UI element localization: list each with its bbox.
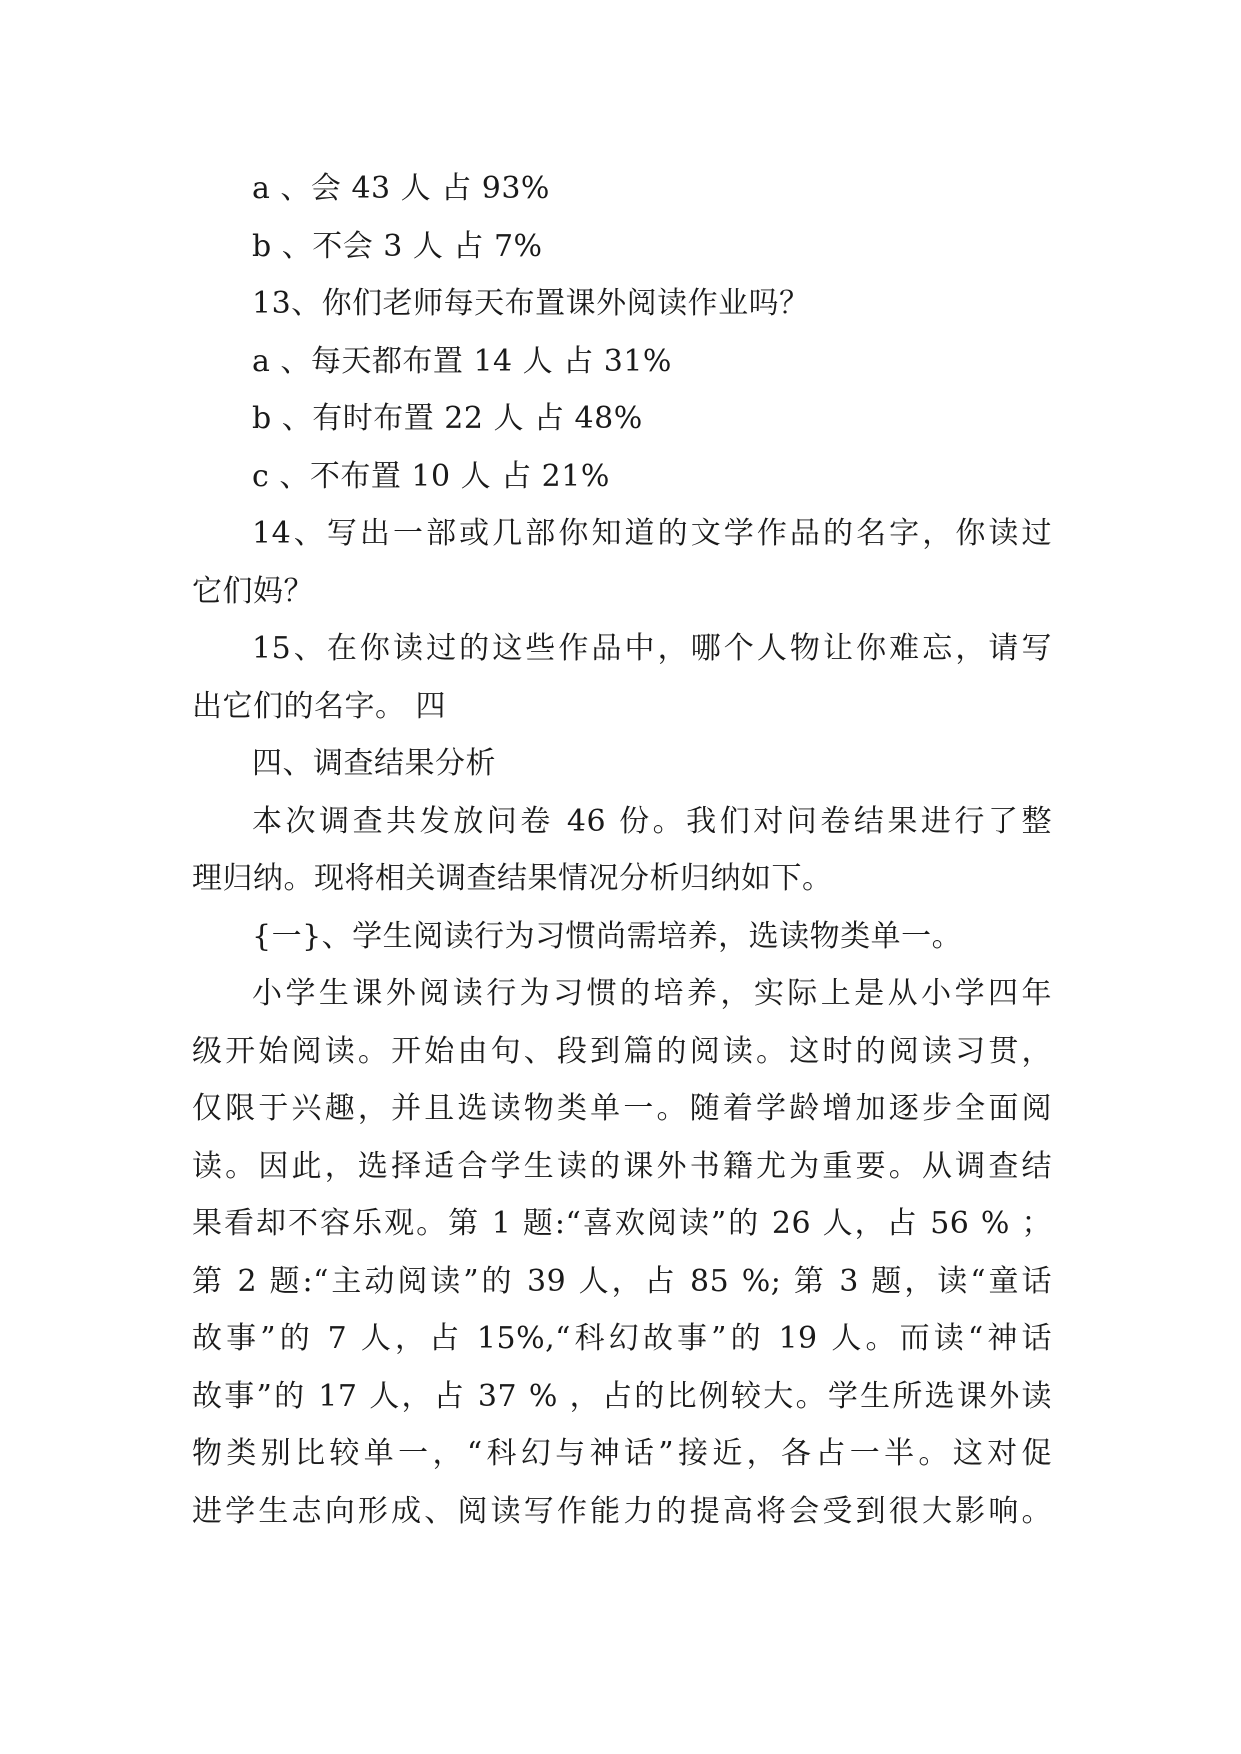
text-line: b 、不会 3 人 占 7% xyxy=(252,228,543,264)
text-line: 它们妈？ xyxy=(192,573,314,609)
text-line: 本次调查共发放问卷 46 份。我们对问卷结果进行了整 xyxy=(252,803,1052,839)
text-line: 出它们的名字。 四 xyxy=(192,688,447,724)
text-line: 读。因此，选择适合学生读的课外书籍尤为重要。从调查结 xyxy=(192,1148,1052,1184)
text-line: a 、每天都布置 14 人 占 31% xyxy=(252,343,672,379)
text-line: 进学生志向形成、阅读写作能力的提高将会受到很大影响。 xyxy=(192,1493,1052,1529)
text-line: 果看却不容乐观。第 1 题:“喜欢阅读”的 26 人，占 56 % ； xyxy=(192,1206,1052,1241)
text-line: 第 2 题:“主动阅读”的 39 人，占 85 %; 第 3 题，读“童话 xyxy=(192,1263,1052,1299)
text-line: a 、会 43 人 占 93% xyxy=(252,171,550,206)
text-line: 理归纳。现将相关调查结果情况分析归纳如下。 xyxy=(192,861,833,896)
text-line: 物类别比较单一，“科幻与神话”接近，各占一半。这对促 xyxy=(192,1436,1052,1471)
text-line: c 、不布置 10 人 占 21% xyxy=(252,458,610,494)
section-heading: 四、调查结果分析 xyxy=(252,746,496,781)
text-line: 小学生课外阅读行为习惯的培养，实际上是从小学四年 xyxy=(252,976,1052,1011)
text-line: 14、写出一部或几部你知道的文学作品的名字，你读过 xyxy=(252,516,1052,551)
document-body xyxy=(192,160,1052,1540)
text-line: 故事”的 7 人，占 15%,“科幻故事”的 19 人。而读“神话 xyxy=(192,1321,1052,1356)
text-line: b 、有时布置 22 人 占 48% xyxy=(252,401,643,436)
text-line: 级开始阅读。开始由句、段到篇的阅读。这时的阅读习贯， xyxy=(192,1033,1052,1069)
text-line: 13、你们老师每天布置课外阅读作业吗？ xyxy=(252,286,810,321)
text-line: 15、在你读过的这些作品中，哪个人物让你难忘，请写 xyxy=(252,631,1052,666)
subsection-heading: {一}、学生阅读行为习惯尚需培养，选读物类单一。 xyxy=(252,918,963,954)
text-line: 仅限于兴趣，并且选读物类单一。随着学龄增加逐步全面阅 xyxy=(192,1091,1052,1126)
text-line: 故事”的 17 人，占 37 % ，占的比例较大。学生所选课外读 xyxy=(192,1378,1052,1414)
